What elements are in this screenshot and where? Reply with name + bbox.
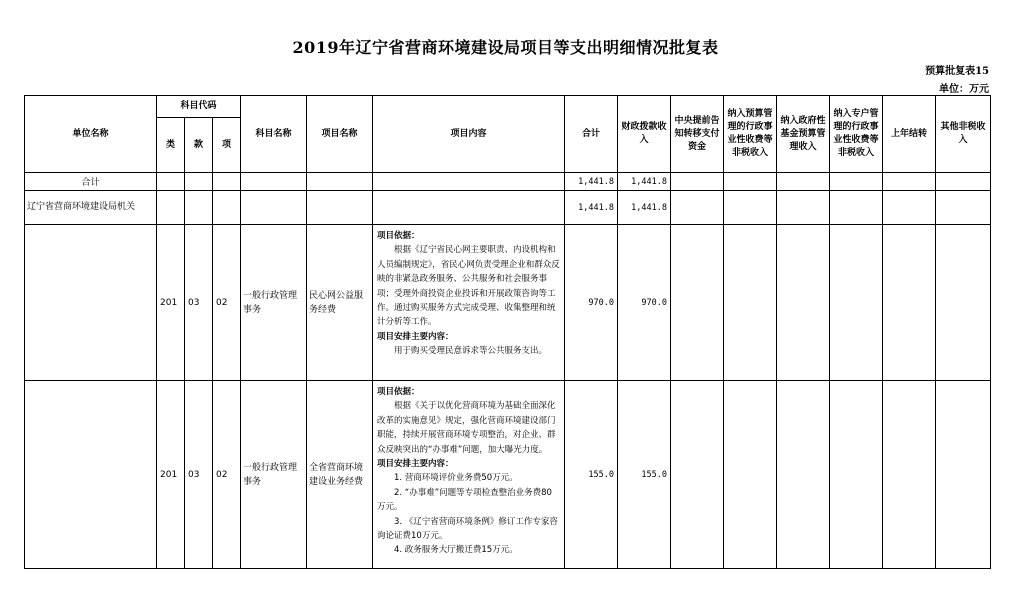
- cell-total: 1,441.8: [565, 173, 618, 191]
- cell-lei: [157, 173, 185, 191]
- cell-unit: 辽宁省营商环境建设局机关: [25, 191, 157, 225]
- cell-lei: 201: [157, 225, 185, 381]
- cell-xiang: 02: [213, 381, 241, 569]
- cell-fiscal: 155.0: [618, 381, 671, 569]
- header-xiang: 项: [213, 118, 241, 173]
- plan-label: 项目安排主要内容：: [377, 459, 454, 470]
- cell-project: 全省营商环境建设业务经费: [307, 381, 373, 569]
- cell-kuan: 03: [185, 381, 213, 569]
- cell-project: [307, 173, 373, 191]
- cell-unit: [25, 381, 157, 569]
- cell-subject: 一般行政管理事务: [241, 225, 307, 381]
- cell-project: 民心网公益服务经费: [307, 225, 373, 381]
- table-row-total: [25, 173, 991, 191]
- plan-label: 项目安排主要内容：: [377, 331, 454, 342]
- cell-project: [307, 191, 373, 225]
- table-row-unit: [25, 191, 991, 225]
- header-admin-fee: 纳入预算管理的行政事业性收费等非税收入: [724, 96, 777, 173]
- plan-item: 用于购买受理民意诉求等公共服务支出。: [394, 346, 548, 357]
- basis-label: 项目依据：: [377, 387, 420, 397]
- unit-label: 单位：万元: [939, 84, 989, 95]
- cell-kuan: [185, 173, 213, 191]
- cell-unit: [25, 225, 157, 381]
- cell-subject: [241, 173, 307, 191]
- cell-total: 1,441.8: [565, 191, 618, 225]
- header-kuan: 款: [185, 118, 213, 173]
- header-subject-name: 科目名称: [241, 96, 307, 173]
- report-title: 2019年辽宁省营商环境建设局项目等支出明细情况批复表: [292, 38, 719, 57]
- cell-total: 970.0: [565, 225, 618, 381]
- plan-item: 4. 政务服务大厅搬迁费15万元。: [394, 545, 518, 556]
- header-subject-code: 科目代码: [157, 96, 241, 118]
- basis-text: 根据《辽宁省民心网主要职责、内设机构和人员编制规定》，省民心网负责受理企业和群众反映的非紧急政务服务、公共服务和社会服务事项；受理外商投资企业投诉和开展政策咨询等工作。通过购买服务方式完成受理、收集整理和统计分析等工作。: [377, 245, 560, 328]
- cell-kuan: [185, 191, 213, 225]
- budget-table: [24, 95, 991, 569]
- form-number: 预算批复表15: [925, 66, 989, 77]
- table-row-project: [25, 381, 991, 569]
- cell-unit: 合计: [25, 173, 157, 191]
- cell-subject: [241, 191, 307, 225]
- plan-item: 1. 营商环境评价业务费50万元。: [394, 473, 518, 484]
- header-other: 其他非税收入: [936, 96, 991, 173]
- cell-content: [373, 191, 565, 225]
- header-gov-fund: 纳入政府性基金预算管理收入: [777, 96, 830, 173]
- header-total: 合计: [565, 96, 618, 173]
- header-lei: 类: [157, 118, 185, 173]
- header-central: 中央提前告知转移支付资金: [671, 96, 724, 173]
- cell-fiscal: 1,441.8: [618, 191, 671, 225]
- table-row-project: [25, 225, 991, 381]
- basis-label: 项目依据：: [377, 231, 420, 241]
- cell-content: [373, 381, 565, 569]
- cell-fiscal: 970.0: [618, 225, 671, 381]
- plan-item: 3. 《辽宁省营商环境条例》修订工作专家咨询论证费10万元。: [377, 516, 558, 542]
- cell-xiang: 02: [213, 225, 241, 381]
- header-project-name: 项目名称: [307, 96, 373, 173]
- header-carryover: 上年结转: [883, 96, 936, 173]
- plan-item: 2. “办事难”问题等专项检查整治业务费80万元。: [377, 487, 552, 513]
- header-special-fee: 纳入专户管理的行政事业性收费等非税收入: [830, 96, 883, 173]
- basis-text: 根据《关于以优化营商环境为基础全面深化改革的实施意见》规定，强化营商环境建设部门职能，持续开展营商环境专项整治，对企业、群众反映突出的“办事难”问题，加大曝光力度。: [377, 401, 556, 455]
- cell-total: 155.0: [565, 381, 618, 569]
- header-unit-name: 单位名称: [25, 96, 157, 173]
- cell-lei: [157, 191, 185, 225]
- cell-content: [373, 173, 565, 191]
- cell-kuan: 03: [185, 225, 213, 381]
- header-project-content: 项目内容: [373, 96, 565, 173]
- cell-fiscal: 1,441.8: [618, 173, 671, 191]
- header-fiscal: 财政拨款收入: [618, 96, 671, 173]
- cell-xiang: [213, 173, 241, 191]
- cell-lei: 201: [157, 381, 185, 569]
- cell-xiang: [213, 191, 241, 225]
- cell-subject: 一般行政管理事务: [241, 381, 307, 569]
- cell-content: [373, 225, 565, 381]
